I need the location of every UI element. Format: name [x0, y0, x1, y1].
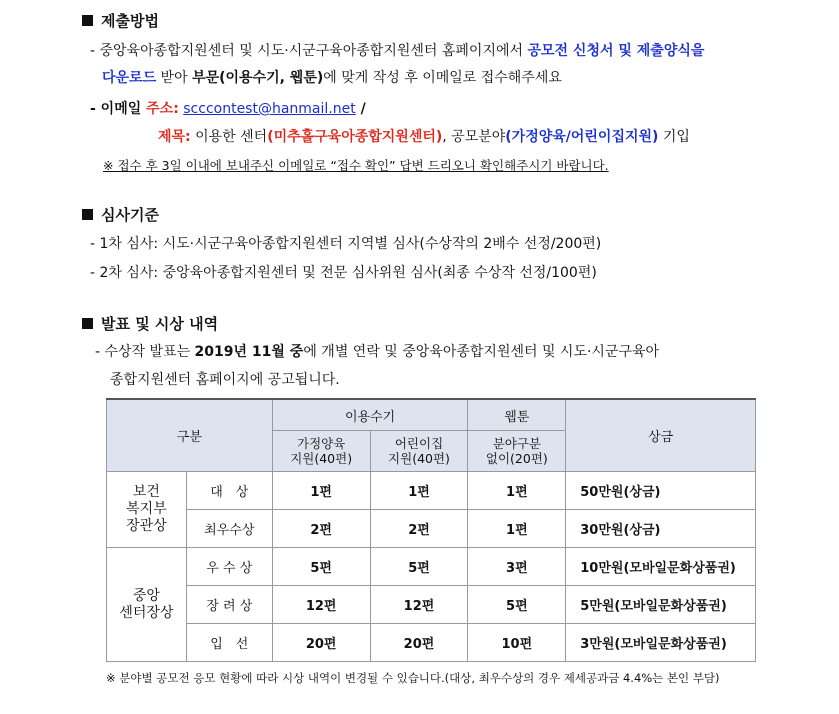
submission-section-title	[82, 10, 159, 31]
header-home-care	[272, 431, 370, 472]
table-row	[107, 624, 756, 662]
email-address-label: 주소:	[146, 101, 179, 117]
bold-date-text: 2019년 11월 중	[194, 344, 304, 360]
text: 이용한 센터	[190, 129, 268, 145]
submission-line-1	[90, 40, 704, 60]
prize-amount: 30만원(상금)	[566, 510, 756, 548]
award-name: 최우수상	[186, 510, 272, 548]
prize-amount: 50만원(상금)	[566, 472, 756, 510]
header-usage-review: 이용수기	[272, 399, 468, 431]
subject-line	[158, 126, 690, 146]
announce-section-title	[82, 313, 218, 334]
center-name-text: (미추홀구육아종합지원센터)	[267, 129, 443, 145]
square-bullet-icon	[82, 318, 93, 329]
review-line-1: - 1차 심사: 시도·시군구육아종합지원센터 지역별 심사(수상작의 2배수 선정/200편)	[90, 236, 602, 252]
text: /	[355, 101, 366, 117]
bold-text: 부문(이용수기, 웹툰)	[192, 70, 324, 86]
daycare-count: 1편	[370, 472, 468, 510]
header-prize: 상금	[566, 399, 756, 472]
email-link[interactable]: scccontest@hanmail.net	[183, 101, 356, 117]
header-no-field	[468, 431, 566, 472]
subject-label: 제목:	[158, 129, 191, 145]
table-row	[107, 510, 756, 548]
webtoon-count: 1편	[468, 472, 566, 510]
section-title-text: 제출방법	[101, 12, 159, 30]
daycare-count: 20편	[370, 624, 468, 662]
webtoon-count: 5편	[468, 586, 566, 624]
text: - 수상작 발표는	[95, 344, 195, 360]
webtoon-count: 10편	[468, 624, 566, 662]
table-row	[107, 472, 756, 510]
webtoon-count: 3편	[468, 548, 566, 586]
section-title-text: 발표 및 시상 내역	[101, 315, 219, 333]
award-name: 입 선	[186, 624, 272, 662]
email-label: - 이메일	[90, 101, 147, 117]
text: 기입	[658, 129, 690, 145]
submission-line-2	[102, 67, 562, 87]
header-no-field-text: 분야구분 없이(20편)	[485, 436, 548, 466]
award-name: 우 수 상	[186, 548, 272, 586]
square-bullet-icon	[82, 15, 93, 26]
announce-line-2: 종합지원센터 홈페이지에 공고됩니다.	[110, 372, 340, 388]
daycare-count: 12편	[370, 586, 468, 624]
prize-amount: 3만원(모바일문화상품권)	[566, 624, 756, 662]
award-name: 대 상	[186, 472, 272, 510]
home-count: 5편	[272, 548, 370, 586]
header-home-care-text: 가정양육 지원(40편)	[290, 436, 353, 466]
home-count: 12편	[272, 586, 370, 624]
header-webtoon: 웹툰	[468, 399, 566, 431]
field-text: (가정양육/어린이집지원)	[505, 129, 659, 145]
daycare-count: 5편	[370, 548, 468, 586]
submission-note: ※ 접수 후 3일 이내에 보내주신 이메일로 “접수 확인” 답변 드리오니 확인해주시기 바랍니다.	[103, 158, 609, 173]
prize-amount: 10만원(모바일문화상품권)	[566, 548, 756, 586]
group-minister-award	[107, 472, 187, 548]
announce-line-1	[95, 341, 659, 361]
table-row	[107, 548, 756, 586]
group-center-director-award-text: 중앙 센터장상	[119, 587, 174, 621]
header-category: 구분	[107, 399, 273, 472]
home-count: 1편	[272, 472, 370, 510]
text: , 공모분야	[442, 129, 506, 145]
home-count: 20편	[272, 624, 370, 662]
text: - 중앙육아종합지원센터 및 시도·시군구육아종합지원센터 홈페이지에서	[90, 43, 528, 59]
group-center-director-award	[107, 548, 187, 662]
header-daycare	[370, 431, 468, 472]
daycare-count: 2편	[370, 510, 468, 548]
text: 받아	[156, 70, 193, 86]
table-row	[107, 586, 756, 624]
highlight-text: 다운로드	[102, 70, 157, 86]
prize-table	[106, 398, 756, 662]
email-line	[90, 98, 366, 118]
footer-note: ※ 분야별 공모전 응모 현황에 따라 시상 내역이 변경될 수 있습니다.(대상, 최우수상의 경우 제세공과금 4.4%는 본인 부담)	[106, 671, 720, 685]
text: 에 맞게 작성 후 이메일로 접수해주세요	[323, 70, 562, 86]
group-minister-award-text: 보건 복지부 장관상	[126, 484, 167, 534]
square-bullet-icon	[82, 209, 93, 220]
review-section-title	[82, 204, 159, 225]
text: 에 개별 연락 및 중앙육아종합지원센터 및 시도·시군구육아	[303, 344, 660, 360]
webtoon-count: 1편	[468, 510, 566, 548]
review-line-2: - 2차 심사: 중앙육아종합지원센터 및 전문 심사위원 심사(최종 수상작 선정/100편)	[90, 265, 597, 281]
highlight-text: 공모전 신청서 및 제출양식을	[527, 43, 705, 59]
section-title-text: 심사기준	[101, 206, 159, 224]
home-count: 2편	[272, 510, 370, 548]
award-name: 장 려 상	[186, 586, 272, 624]
header-daycare-text: 어린이집 지원(40편)	[388, 436, 450, 466]
prize-amount: 5만원(모바일문화상품권)	[566, 586, 756, 624]
